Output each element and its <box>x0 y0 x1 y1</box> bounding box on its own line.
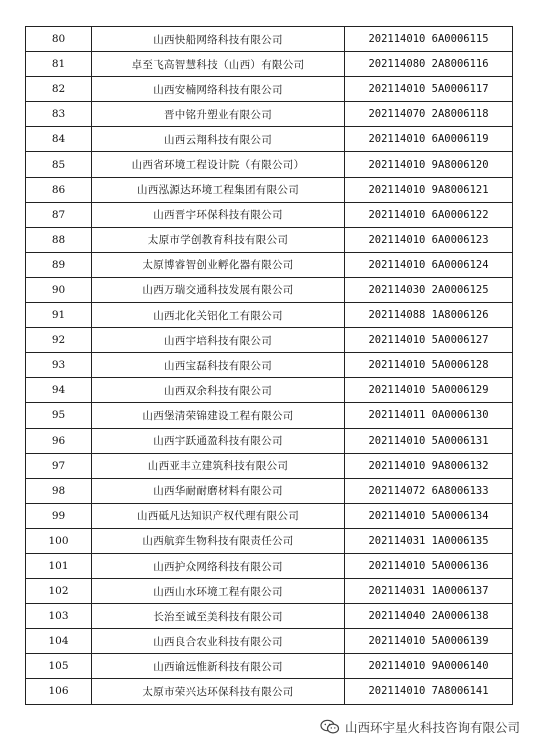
table-row <box>26 403 513 428</box>
table-row <box>26 604 513 629</box>
company-name: 山西华耐耐磨材料有限公司 <box>92 478 345 503</box>
row-number: 81 <box>26 52 92 77</box>
row-number: 101 <box>26 553 92 578</box>
row-number: 84 <box>26 127 92 152</box>
row-number: 95 <box>26 403 92 428</box>
table-row <box>26 654 513 679</box>
row-number: 83 <box>26 102 92 127</box>
table-row <box>26 127 513 152</box>
registration-code: 202114070 2A8006118 <box>345 102 513 127</box>
row-number: 86 <box>26 177 92 202</box>
row-number: 100 <box>26 528 92 553</box>
registration-code: 202114010 6A0006123 <box>345 227 513 252</box>
row-number: 89 <box>26 252 92 277</box>
registration-code: 202114080 2A8006116 <box>345 52 513 77</box>
registration-code: 202114010 6A0006124 <box>345 252 513 277</box>
table-row <box>26 303 513 328</box>
row-number: 97 <box>26 453 92 478</box>
table-row <box>26 227 513 252</box>
row-number: 106 <box>26 679 92 704</box>
row-number: 91 <box>26 303 92 328</box>
table-row <box>26 177 513 202</box>
company-name: 山西北化关铝化工有限公司 <box>92 303 345 328</box>
table-row <box>26 328 513 353</box>
enterprise-table <box>25 26 513 705</box>
registration-code: 202114010 9A8006121 <box>345 177 513 202</box>
registration-code: 202114010 5A0006134 <box>345 503 513 528</box>
row-number: 93 <box>26 353 92 378</box>
registration-code: 202114010 6A0006115 <box>345 27 513 52</box>
registration-code: 202114010 9A8006132 <box>345 453 513 478</box>
registration-code: 202114010 5A0006128 <box>345 353 513 378</box>
table-row <box>26 579 513 604</box>
table-row <box>26 77 513 102</box>
registration-code: 202114031 1A0006135 <box>345 528 513 553</box>
company-name: 山西宇跃通盈科技有限公司 <box>92 428 345 453</box>
table-body <box>26 27 513 705</box>
table-row <box>26 102 513 127</box>
company-name: 长治至诚至美科技有限公司 <box>92 604 345 629</box>
row-number: 105 <box>26 654 92 679</box>
company-name: 山西双余科技有限公司 <box>92 378 345 403</box>
company-name: 山西省环境工程设计院（有限公司） <box>92 152 345 177</box>
company-name: 山西云翔科技有限公司 <box>92 127 345 152</box>
company-name: 山西宇培科技有限公司 <box>92 328 345 353</box>
row-number: 92 <box>26 328 92 353</box>
company-name: 山西泓源达环境工程集团有限公司 <box>92 177 345 202</box>
wechat-icon <box>320 719 340 735</box>
registration-code: 202114010 5A0006136 <box>345 553 513 578</box>
row-number: 94 <box>26 378 92 403</box>
registration-code: 202114010 5A0006139 <box>345 629 513 654</box>
company-name: 卓至飞高智慧科技（山西）有限公司 <box>92 52 345 77</box>
registration-code: 202114010 9A8006120 <box>345 152 513 177</box>
company-name: 山西堡清荣锦建设工程有限公司 <box>92 403 345 428</box>
table-row <box>26 27 513 52</box>
table-row <box>26 453 513 478</box>
table-row <box>26 378 513 403</box>
company-name: 太原市学创教育科技有限公司 <box>92 227 345 252</box>
row-number: 80 <box>26 27 92 52</box>
table-row <box>26 277 513 302</box>
registration-code: 202114010 7A8006141 <box>345 679 513 704</box>
row-number: 103 <box>26 604 92 629</box>
watermark <box>320 718 520 736</box>
table-row <box>26 528 513 553</box>
row-number: 88 <box>26 227 92 252</box>
row-number: 99 <box>26 503 92 528</box>
table-row <box>26 252 513 277</box>
company-name: 山西万瑞交通科技发展有限公司 <box>92 277 345 302</box>
table-row <box>26 152 513 177</box>
registration-code: 202114010 6A0006119 <box>345 127 513 152</box>
company-name: 山西山水环境工程有限公司 <box>92 579 345 604</box>
company-name: 山西良合农业科技有限公司 <box>92 629 345 654</box>
row-number: 102 <box>26 579 92 604</box>
company-name: 晋中铭升塑业有限公司 <box>92 102 345 127</box>
registration-code: 202114072 6A8006133 <box>345 478 513 503</box>
company-name: 太原博睿智创业孵化器有限公司 <box>92 252 345 277</box>
row-number: 85 <box>26 152 92 177</box>
registration-code: 202114031 1A0006137 <box>345 579 513 604</box>
table-row <box>26 428 513 453</box>
registration-code: 202114010 5A0006117 <box>345 77 513 102</box>
watermark-text: 山西环宇星火科技咨询有限公司 <box>344 720 520 735</box>
company-name: 山西晋宇环保科技有限公司 <box>92 202 345 227</box>
registration-code: 202114010 5A0006131 <box>345 428 513 453</box>
company-name: 山西宝磊科技有限公司 <box>92 353 345 378</box>
company-name: 山西砥凡达知识产权代理有限公司 <box>92 503 345 528</box>
registration-code: 202114011 0A0006130 <box>345 403 513 428</box>
row-number: 96 <box>26 428 92 453</box>
company-name: 山西快船网络科技有限公司 <box>92 27 345 52</box>
company-name: 山西亚丰立建筑科技有限公司 <box>92 453 345 478</box>
registration-code: 202114088 1A8006126 <box>345 303 513 328</box>
table-row <box>26 202 513 227</box>
row-number: 98 <box>26 478 92 503</box>
table-row <box>26 629 513 654</box>
company-name: 山西护众网络科技有限公司 <box>92 553 345 578</box>
registration-code: 202114010 5A0006127 <box>345 328 513 353</box>
row-number: 104 <box>26 629 92 654</box>
registration-code: 202114010 9A0006140 <box>345 654 513 679</box>
company-name: 太原市荣兴达环保科技有限公司 <box>92 679 345 704</box>
table-row <box>26 52 513 77</box>
table-row <box>26 503 513 528</box>
table-row <box>26 353 513 378</box>
row-number: 82 <box>26 77 92 102</box>
registration-code: 202114010 6A0006122 <box>345 202 513 227</box>
company-name: 山西谕远惟新科技有限公司 <box>92 654 345 679</box>
table-row <box>26 679 513 704</box>
registration-code: 202114040 2A0006138 <box>345 604 513 629</box>
table-row <box>26 553 513 578</box>
company-name: 山西安楠网络科技有限公司 <box>92 77 345 102</box>
registration-code: 202114010 5A0006129 <box>345 378 513 403</box>
row-number: 87 <box>26 202 92 227</box>
registration-code: 202114030 2A0006125 <box>345 277 513 302</box>
table-row <box>26 478 513 503</box>
company-name: 山西航弈生物科技有限责任公司 <box>92 528 345 553</box>
row-number: 90 <box>26 277 92 302</box>
